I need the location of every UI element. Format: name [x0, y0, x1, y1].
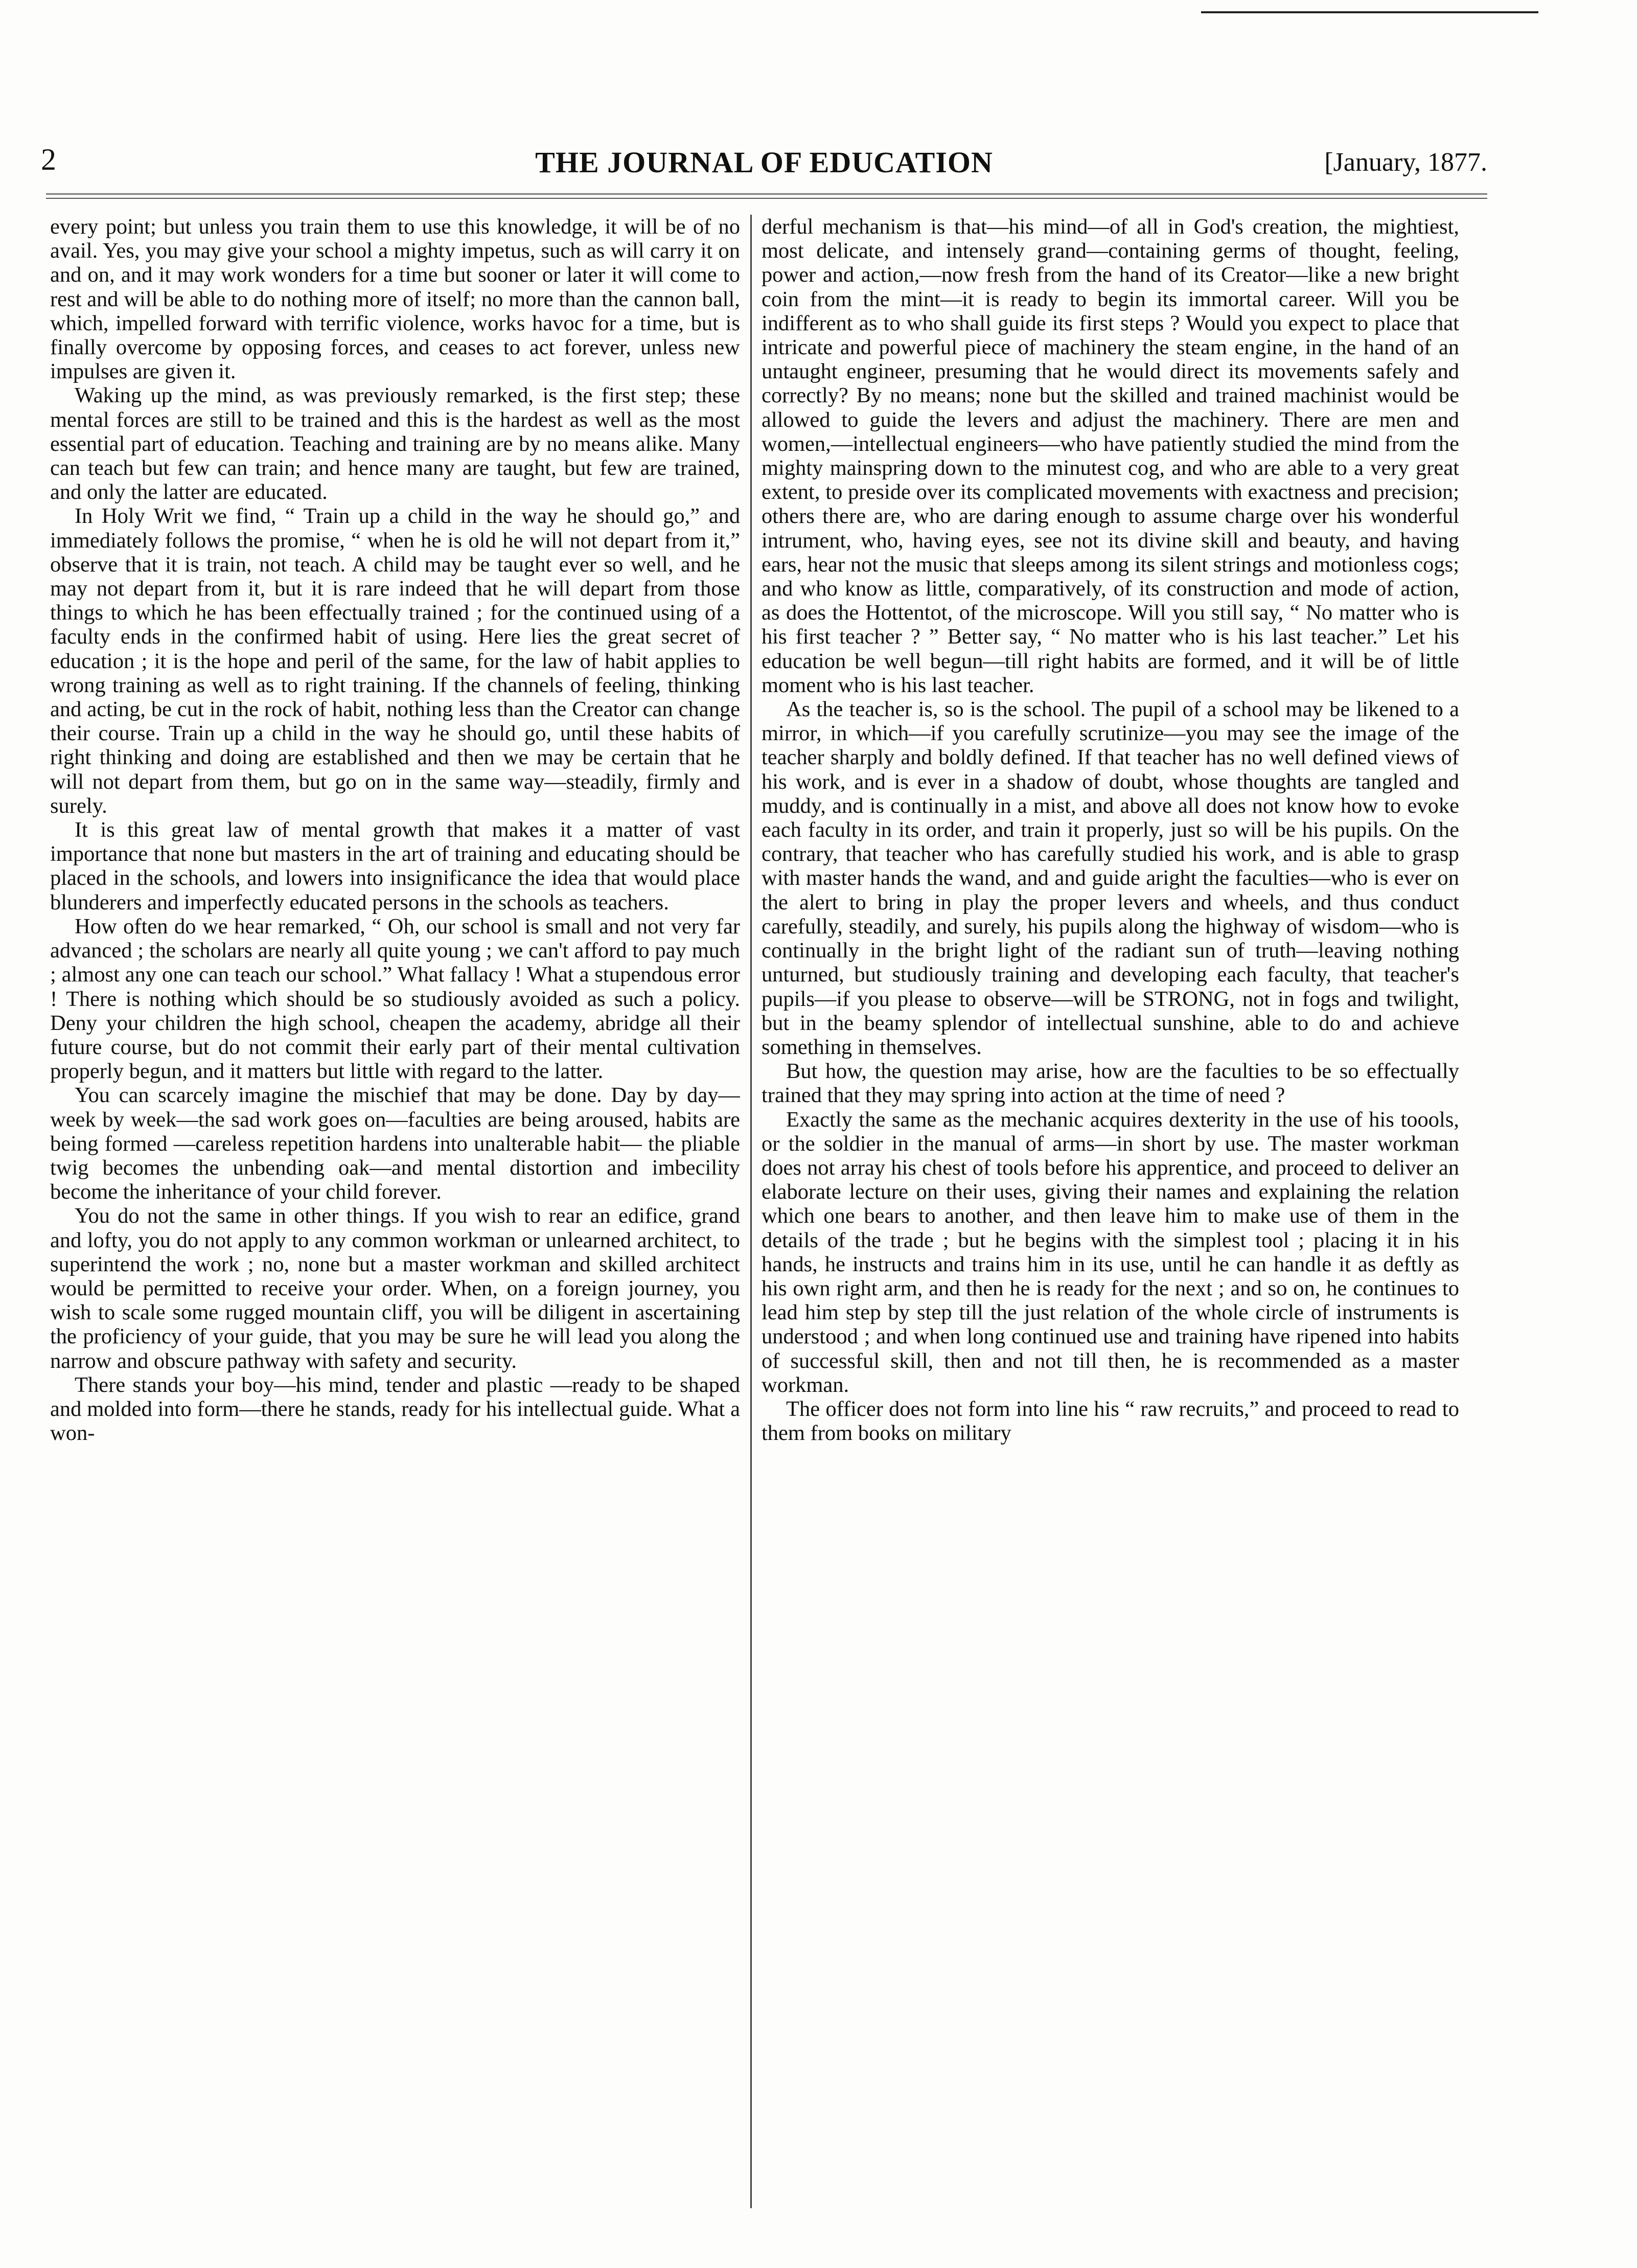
paragraph: You do not the same in other things. If you wish to rear an edifice, grand and lofty, you do not apply to any common workman or unlearned architect, to superintend the work ; no, none but a master workman and skilled architect would be permitted to receive your order. When, on a foreign journey, you wish to scale some rugged mountain cliff, you will be diligent in ascertaining the proficiency of your guide, that you may be sure he will lead you along the narrow and obscure pathway with safety and security. [50, 1204, 740, 1373]
paragraph: It is this great law of mental growth that makes it a matter of vast importance that none but masters in the art of training and educating should be placed in the schools, and lowers into insignificance the idea that would place blunderers and imperfectly educated persons in the schools as teachers. [50, 818, 740, 914]
paragraph: There stands your boy—his mind, tender and plastic —ready to be shaped and molded into form—there he stands, ready for his intellectual guide. What a won- [50, 1372, 740, 1446]
journal-title: THE JOURNAL OF EDUCATION [535, 146, 993, 179]
paragraph: Waking up the mind, as was previously remarked, is the first step; these mental forces are still to be trained and this is the hardest as well as the most essential part of education. Teaching and training are by no means alike. Many can teach but few can train; and hence many are taught, but few are trained, and only the latter are educated. [50, 383, 740, 505]
header-rule [46, 193, 1487, 199]
top-rule [1201, 11, 1538, 13]
column-divider [750, 215, 752, 2208]
page-number: 2 [41, 143, 56, 176]
paragraph: But how, the question may arise, how are the faculties to be so effectually trained that they may spring into action at the time of need ? [762, 1059, 1459, 1108]
paragraph: every point; but unless you train them to use this knowledge, it will be of no avail. Yes, you may give your school a mighty impetus, such as will carry it on and on, and it may work wonders for a time but sooner or later it will come to rest and will be able to do nothing more of itself; no more than the cannon ball, which, impelled forward with terrific violence, works havoc for a time, but is finally overcome by opposing forces, and ceases to act forever, unless new impulses are given it. [50, 215, 740, 384]
right-column [762, 215, 1459, 2224]
paragraph: As the teacher is, so is the school. The pupil of a school may be likened to a mirror, in which—if you carefully scrutinize—you may see the image of the teacher sharply and boldly defined. If that teacher has no well defined views of his work, and is ever in a shadow of doubt, whose thoughts are tangled and muddy, and is continually in a mist, and above all does not know how to evoke each faculty in its order, and train it properly, just so will be his pupils. On the contrary, that teacher who has carefully studied his work, and is able to grasp with master hands the wand, and and guide aright the faculties—who is ever on the alert to bring in play the proper levers and wheels, and thus conduct carefully, steadily, and surely, his pupils along the highway of wisdom—who is continually in the bright light of the radiant sun of truth—leaving nothing unturned, but studiously training and developing each faculty, that teacher's pupils—if you please to observe—will be STRONG, not in fogs and twilight, but in the beamy splendor of intellectual sunshine, able to do and achieve something in themselves. [762, 697, 1459, 1059]
paragraph: Exactly the same as the mechanic acquires dexterity in the use of his toools, or the soldier in the manual of arms—in short by use. The master workman does not array his chest of tools before his apprentice, and proceed to deliver an elaborate lecture on their uses, giving their names and explaining the relation which one bears to another, and then leave him to make use of them in the details of the trade ; but he begins with the simplest tool ; placing it in his hands, he instructs and trains him in its use, until he can handle it as deftly as his own right arm, and then he is ready for the next ; and so on, he continues to lead him step by step till the just relation of the whole circle of instruments is understood ; and when long continued use and training have ripened into habits of successful skill, then and not till then, he is recommended as a master workman. [762, 1107, 1459, 1397]
paragraph: The officer does not form into line his “ raw recruits,” and proceed to read to them from books on military [762, 1396, 1459, 1446]
issue-date: [January, 1877. [1324, 148, 1487, 177]
paragraph: You can scarcely imagine the mischief that may be done. Day by day—week by week—the sad work goes on—faculties are being aroused, habits are being formed —careless repetition hardens into unalterable habit— the pliable twig becomes the unbending oak—and mental distortion and imbecility become the inheritance of your child forever. [50, 1083, 740, 1204]
left-column [50, 215, 740, 2224]
paragraph: derful mechanism is that—his mind—of all in God's creation, the mightiest, most delicate, and intensely grand—containing germs of thought, feeling, power and action,—now fresh from the hand of its Creator—like a new bright coin from the mint—it is ready to begin its immortal career. Will you be indifferent as to who shall guide its first steps ? Would you expect to place that intricate and powerful piece of machinery the steam engine, in the hand of an untaught engineer, presuming that he would direct its movements safely and correctly? By no means; none but the skilled and trained machinist would be allowed to guide the levers and adjust the machinery. There are men and women,—intellectual engineers—who have patiently studied the mind from the mighty mainspring down to the minutest cog, and who are able to a very great extent, to preside over its complicated movements with exactness and precision; others there are, who are daring enough to assume charge over his wonderful intrument, who, having eyes, see not its divine skill and beauty, and having ears, hear not the music that sleeps among its silent strings and motionless cogs; and who know as little, comparatively, of its construction and mode of action, as does the Hottentot, of the microscope. Will you still say, “ No matter who is his first teacher ? ” Better say, “ No matter who is his last teacher.” Let his education be well begun—till right habits are formed, and it will be of little moment who is his last teacher. [762, 215, 1459, 697]
paragraph: How often do we hear remarked, “ Oh, our school is small and not very far advanced ; the scholars are nearly all quite young ; we can't afford to pay much ; almost any one can teach our school.” What fallacy ! What a stupendous error ! There is nothing which should be so studiously avoided as such a policy. Deny your children the high school, cheapen the academy, abridge all their future course, but do not commit their early part of their mental cultivation properly begun, and it matters but little with regard to the latter. [50, 914, 740, 1084]
page-header [41, 142, 1487, 188]
paragraph: In Holy Writ we find, “ Train up a child in the way he should go,” and immediately follows the promise, “ when he is old he will not depart from it,” observe that it is train, not teach. A child may be taught ever so well, and he may not depart from it, but it is rare indeed that he will depart from those things to which he has been effectually trained ; for the continued using of a faculty ends in the confirmed habit of using. Here lies the great secret of education ; it is the hope and peril of the same, for the law of habit applies to wrong training as well as to right training. If the channels of feeling, thinking and acting, be cut in the rock of habit, nothing less than the Creator can change their course. Train up a child in the way he should go, until these habits of right thinking and doing are established and then we may be certain that he will not depart from them, but go on in the same way—steadily, firmly and surely. [50, 504, 740, 818]
